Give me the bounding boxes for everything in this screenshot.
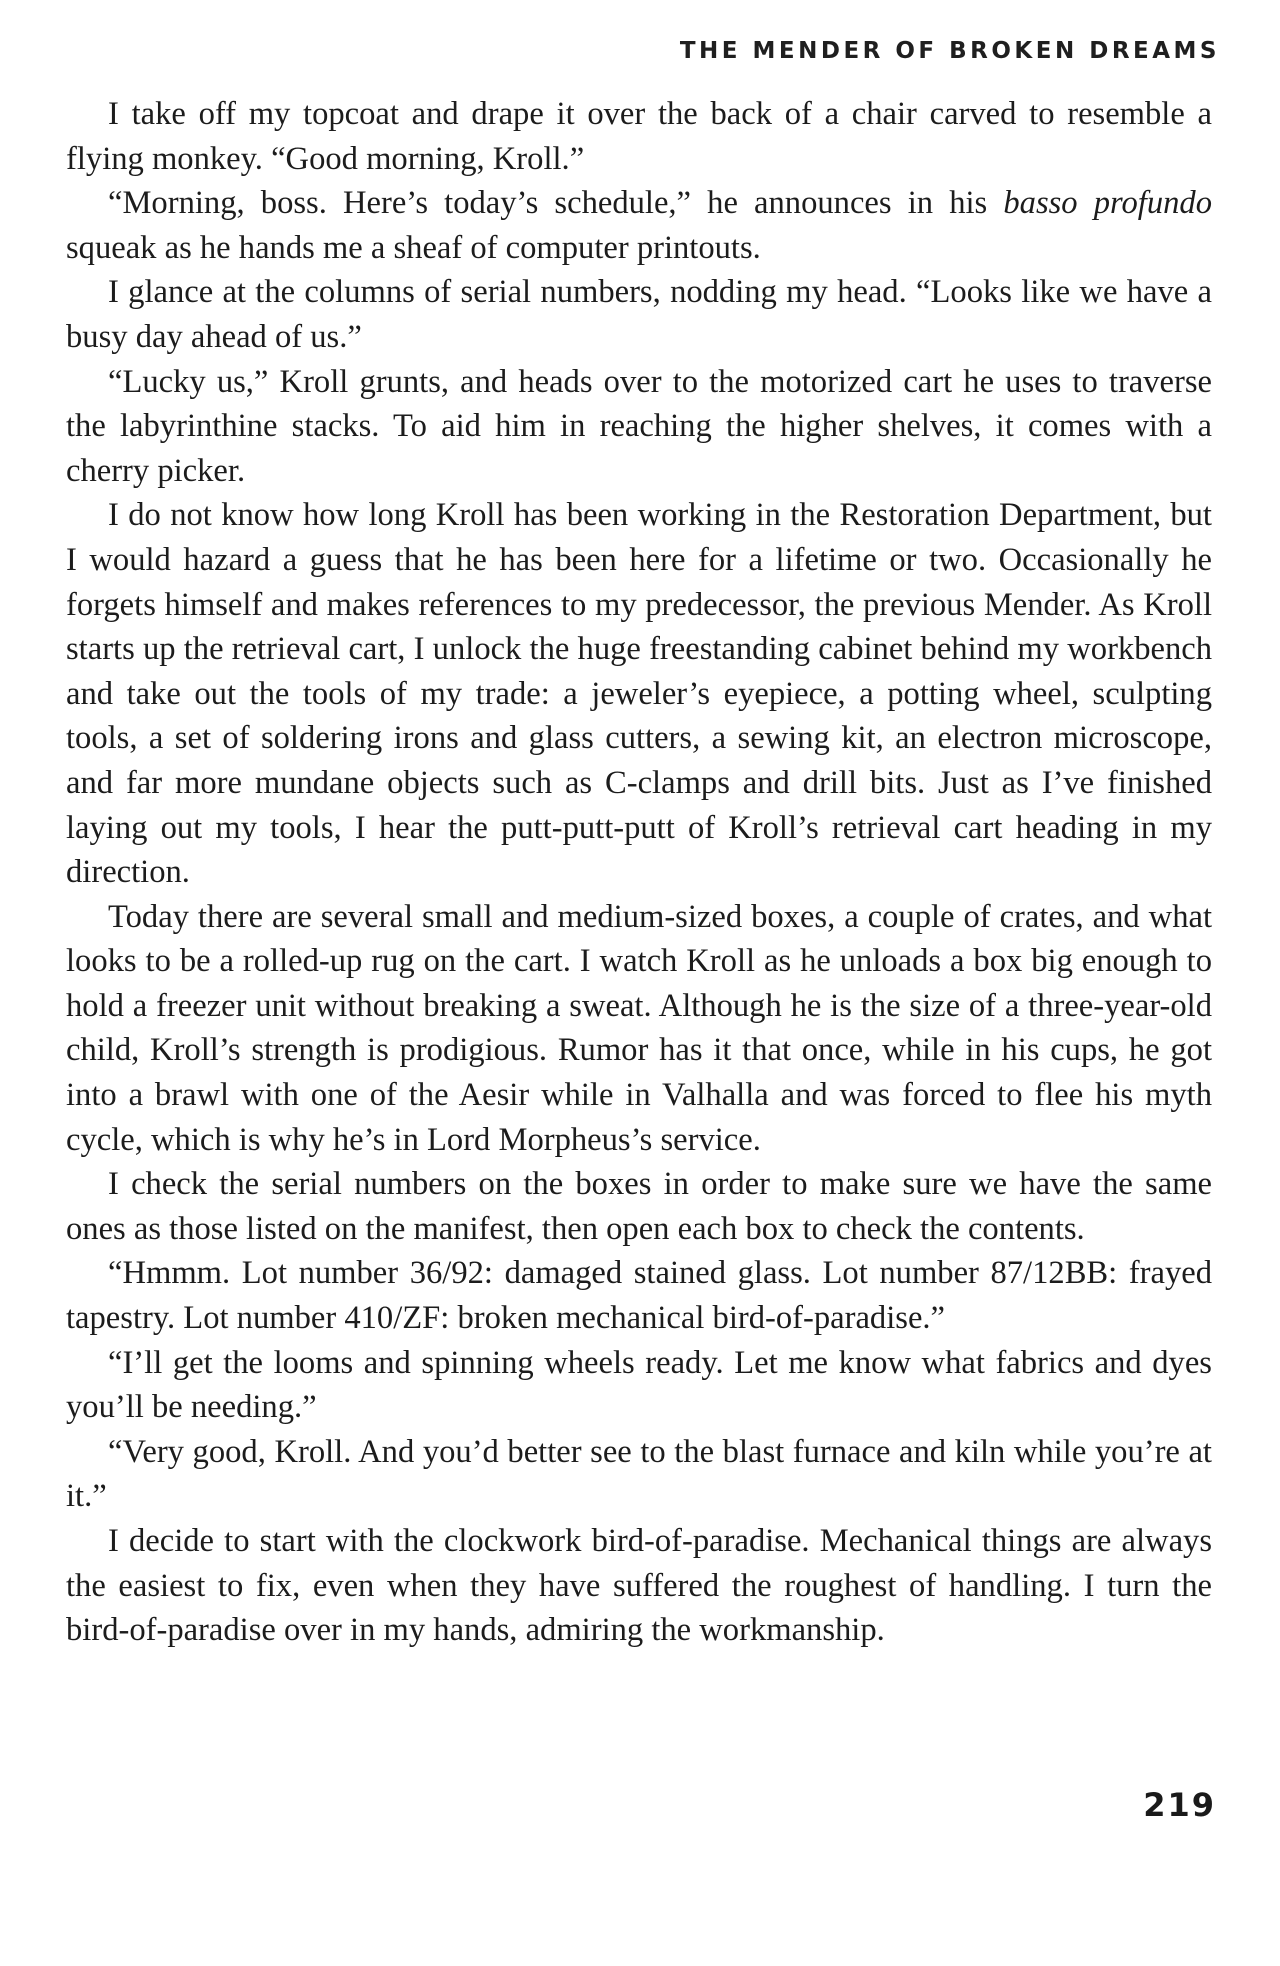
text-run: “I’ll get the looms and spinning wheels ready. Let me know what fabrics and dyes you’ll be needing.”: [66, 1344, 1212, 1426]
text-run: “Morning, boss. Here’s today’s schedule,” he announces in his: [108, 185, 1004, 222]
paragraph: [66, 1430, 1212, 1519]
paragraph: [66, 1519, 1212, 1653]
paragraph: [66, 1251, 1212, 1340]
paragraph: [66, 270, 1212, 359]
paragraph: [66, 181, 1212, 270]
text-run: Today there are several small and medium-sized boxes, a couple of crates, and what looks to be a rolled-up rug on the cart. I watch Kroll as he unloads a box big enough to hold a freezer unit without breaking a sweat. Although he is the size of a three-year-old child, Kroll’s strength is prodigious. Rumor has it that once, while in his cups, he got into a brawl with one of the Aesir while in Valhalla and was forced to flee his myth cycle, which is why he’s in Lord Morpheus’s service.: [66, 898, 1212, 1158]
paragraph: [66, 493, 1212, 894]
text-run: squeak as he hands me a sheaf of computer printouts.: [66, 229, 761, 266]
text-run: “Very good, Kroll. And you’d better see to the blast furnace and kiln while you’re at it.”: [66, 1433, 1212, 1515]
text-run: I do not know how long Kroll has been working in the Restoration Department, but I would hazard a guess that he has been here for a lifetime or two. Occasionally he forgets himself and makes references to my predecessor, the previous Mender. As Kroll starts up the retrieval cart, I unlock the huge freestanding cabinet behind my workbench and take out the tools of my trade: a jeweler’s eyepiece, a potting wheel, sculpting tools, a set of soldering irons and glass cutters, a sewing kit, an electron microscope, and far more mundane objects such as C-clamps and drill bits. Just as I’ve finished laying out my tools, I hear the putt-putt-putt of Kroll’s retrieval cart heading in my direction.: [66, 497, 1212, 891]
italic-phrase: basso profundo: [1003, 185, 1212, 222]
text-run: “Lucky us,” Kroll grunts, and heads over to the motorized cart he uses to traverse the labyrinthine stacks. To aid him in reaching the higher shelves, it comes with a cherry picker.: [66, 363, 1212, 489]
paragraph: [66, 92, 1212, 181]
text-run: I glance at the columns of serial numbers, nodding my head. “Looks like we have a busy day ahead of us.”: [66, 274, 1212, 355]
text-run: I take off my topcoat and drape it over the back of a chair carved to resemble a flying monkey. “Good morning, Kroll.”: [66, 96, 1212, 177]
text-run: I decide to start with the clockwork bird-of-paradise. Mechanical things are always the easiest to fix, even when they have suffered the roughest of handling. I turn the bird-of-paradise over in my hands, admiring the workmanship.: [66, 1523, 1212, 1649]
page-number: 219: [1143, 1786, 1216, 1824]
paragraph: [66, 1341, 1212, 1430]
text-run: I check the serial numbers on the boxes in order to make sure we have the same ones as those listed on the manifest, then open each box to check the contents.: [66, 1166, 1212, 1247]
text-run: “Hmmm. Lot number 36/92: damaged stained glass. Lot number 87/12BB: frayed tapestry. Lot number 410/ZF: broken mechanical bird-of-paradise.”: [66, 1255, 1212, 1337]
paragraph: [66, 895, 1212, 1163]
running-head: THE MENDER OF BROKEN DREAMS: [679, 38, 1220, 64]
body-text: [66, 92, 1212, 1653]
paragraph: [66, 1162, 1212, 1251]
paragraph: [66, 360, 1212, 494]
